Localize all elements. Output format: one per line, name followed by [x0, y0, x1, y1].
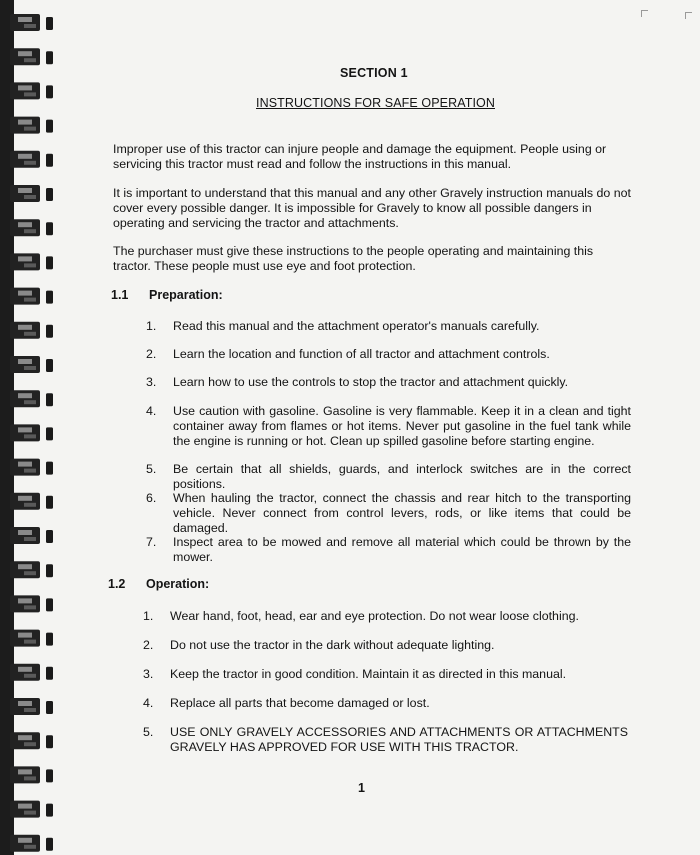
intro-paragraph: The purchaser must give these instructions to the people operating and maintaining this tractor. These people must use eye and foot protection. [113, 244, 594, 273]
intro-paragraph: Improper use of this tractor can injure people and damage the equipment. People using or servicing this tractor must read and follow the instructions in this manual. [113, 142, 607, 171]
list-item-number: 4. [146, 404, 157, 418]
list-item-number: 2. [146, 347, 157, 361]
list-item-number: 6. [146, 491, 157, 505]
list-item-text: Keep the tractor in good condition. Maintain it as directed in this manual. [170, 667, 567, 681]
list-item [146, 535, 631, 565]
section-title: SECTION 1 [340, 66, 408, 80]
page-corner-mark [685, 12, 692, 19]
section-heading [108, 577, 209, 591]
list-item [146, 347, 631, 362]
list-item [143, 609, 628, 624]
list-item-number: 1. [146, 319, 157, 333]
list-item-number: 3. [146, 375, 157, 389]
section-heading-title: Operation: [146, 577, 210, 591]
list-item-number: 5. [143, 725, 154, 739]
list-item-text: Use caution with gasoline. Gasoline is very flammable. Keep it in a clean and tight container away from flames or hot items. Never put gasoline in the fuel tank while the engine is running or hot. Clean up spilled gasoline before starting engine. [173, 404, 631, 448]
list-item-number: 5. [146, 462, 157, 476]
list-item-text: When hauling the tractor, connect the chassis and rear hitch to the transporting vehicle. Never connect from control levers, rods, or like items that could be damaged. [173, 491, 631, 535]
list-item [146, 462, 631, 492]
list-item [146, 319, 631, 334]
list-item [143, 667, 628, 682]
list-item-text: Learn the location and function of all tractor and attachment controls. [173, 347, 550, 361]
list-item-text: Learn how to use the controls to stop the tractor and attachment quickly. [173, 375, 569, 389]
list-item-number: 1. [143, 609, 154, 623]
list-item-number: 2. [143, 638, 154, 652]
list-item-number: 4. [143, 696, 154, 710]
list-item-number: 7. [146, 535, 157, 549]
list-item-number: 3. [143, 667, 154, 681]
section-heading-title: Preparation: [149, 288, 223, 302]
list-item-text: Wear hand, foot, head, ear and eye protection. Do not wear loose clothing. [170, 609, 579, 623]
list-item-text: Do not use the tractor in the dark without adequate lighting. [170, 638, 495, 652]
page-corner-mark [641, 10, 648, 17]
list-item-text: Be certain that all shields, guards, and interlock switches are in the correct positions. [173, 462, 631, 491]
list-item [143, 725, 628, 755]
section-subtitle: INSTRUCTIONS FOR SAFE OPERATION [256, 96, 495, 110]
list-item [146, 404, 631, 449]
page-number: 1 [358, 781, 365, 795]
section-number: 1.1 [111, 288, 129, 302]
section-number: 1.2 [108, 577, 126, 591]
list-item-text: Inspect area to be mowed and remove all material which could be thrown by the mower. [173, 535, 631, 564]
list-item [146, 375, 631, 390]
section-heading [111, 288, 223, 302]
intro-paragraph: It is important to understand that this manual and any other Gravely instruction manuals do not cover every possible danger. It is impossible for Gravely to know all possible dangers in operating and servicing the tractor and attachments. [113, 186, 631, 230]
list-item-text: Replace all parts that become damaged or lost. [170, 696, 430, 710]
list-item [143, 696, 628, 711]
list-item-text: USE ONLY GRAVELY ACCESSORIES AND ATTACHMENTS OR ATTACHMENTS GRAVELY HAS APPROVED FOR USE WITH THIS TRACTOR. [170, 725, 628, 754]
list-item-text: Read this manual and the attachment operator's manuals carefully. [173, 319, 540, 333]
list-item [146, 491, 631, 536]
list-item [143, 638, 628, 653]
